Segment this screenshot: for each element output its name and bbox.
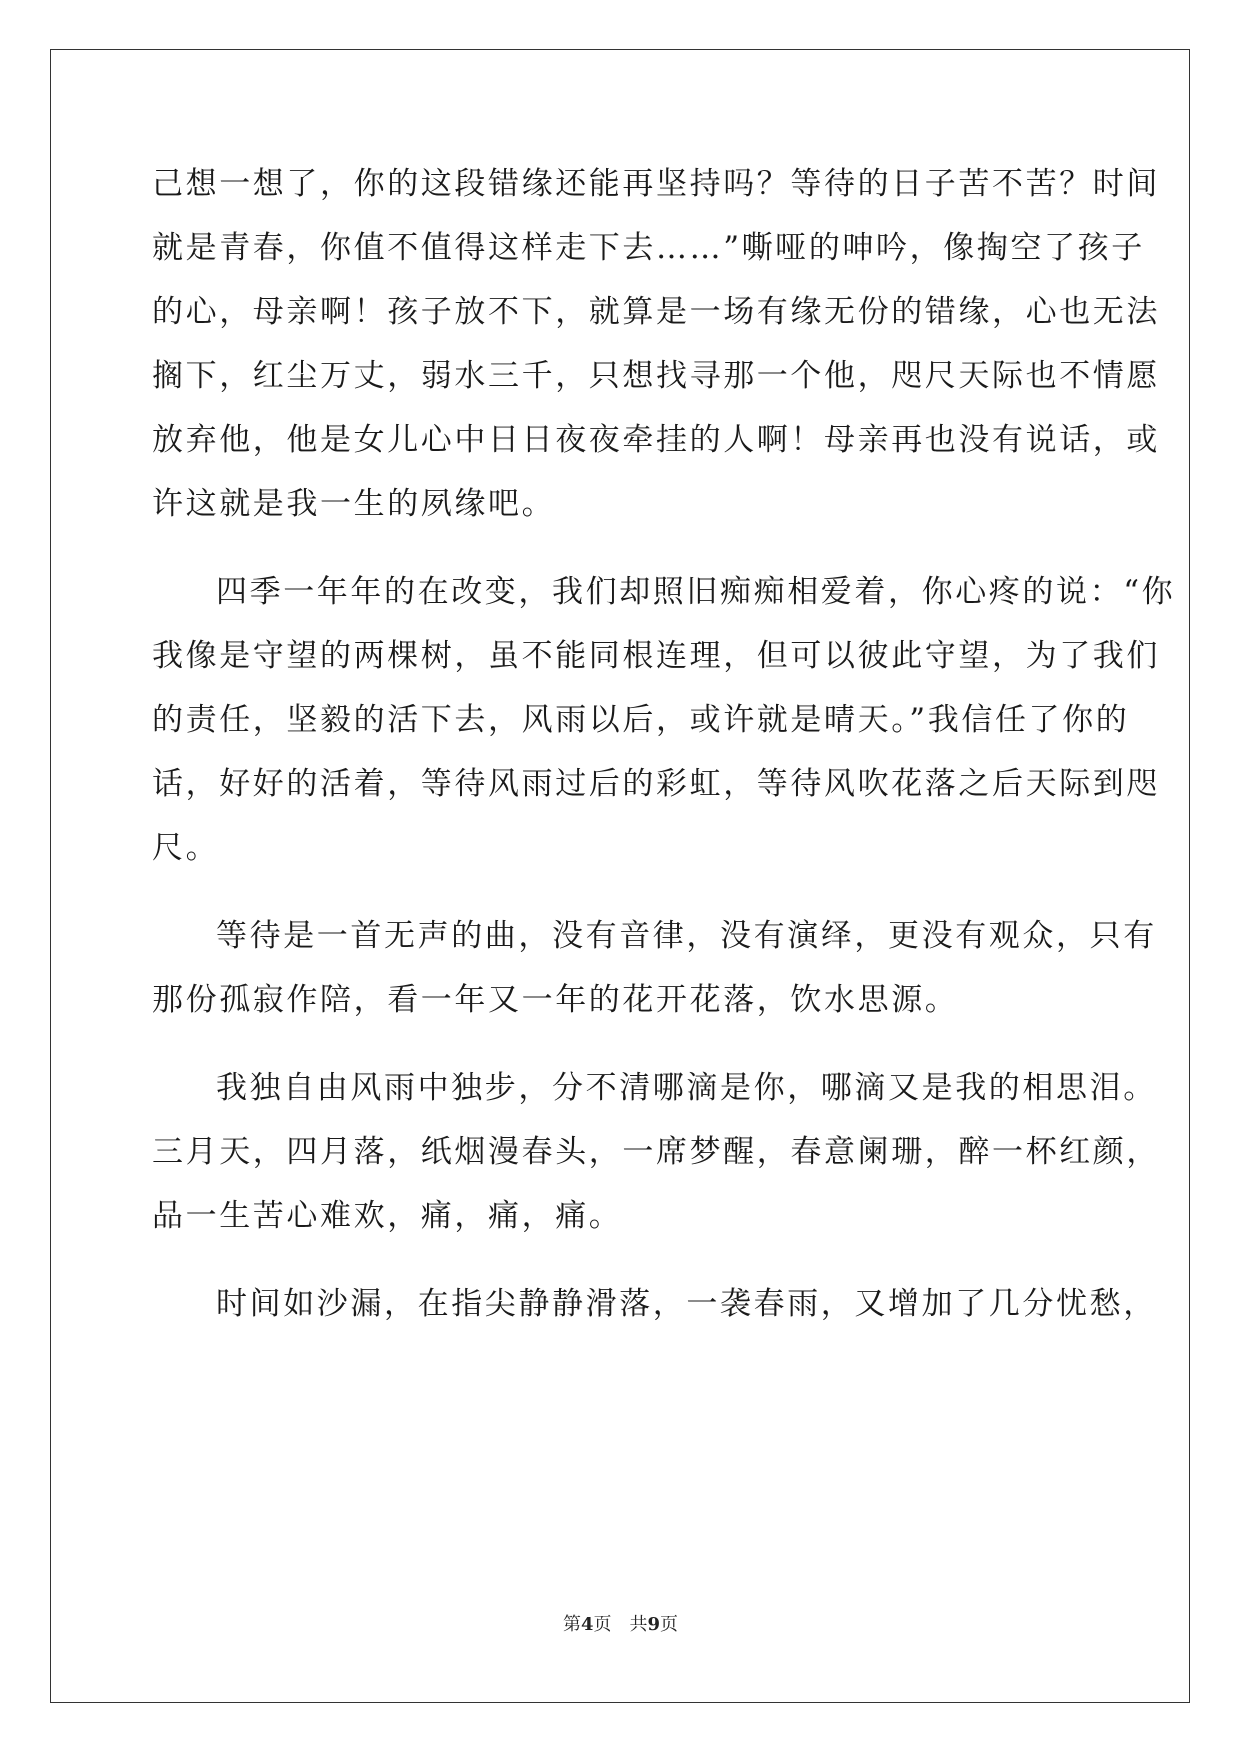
page-total: 9: [647, 1614, 661, 1635]
text-line: 己想一想了，你的这段错缘还能再坚持吗？等待的日子苦不苦？时间: [152, 166, 1160, 202]
text-line: 话，好好的活着，等待风雨过后的彩虹，等待风吹花落之后天际到咫: [152, 766, 1160, 802]
paragraph: [152, 1056, 1160, 1248]
document-body: [152, 152, 1176, 1336]
paragraph: [152, 904, 1157, 1032]
text-line: 四季一年年的在改变，我们却照旧痴痴相爱着，你心疼的说：“你: [216, 574, 1176, 610]
text-line: 的心，母亲啊！孩子放不下，就算是一场有缘无份的错缘，心也无法: [152, 294, 1160, 330]
text-line: 那份孤寂作陪，看一年又一年的花开花落，饮水思源。: [152, 982, 959, 1018]
paragraph: [152, 1272, 1157, 1336]
text-line: 等待是一首无声的曲，没有音律，没有演绎，更没有观众，只有: [216, 918, 1157, 954]
text-line: 的责任，坚毅的活下去，风雨以后，或许就是晴天。”我信任了你的: [152, 702, 1130, 738]
text-line: 尺。: [152, 830, 220, 866]
text-line: 时间如沙漏，在指尖静静滑落，一袭春雨，又增加了几分忧愁，: [216, 1286, 1157, 1322]
text-line: 许这就是我一生的夙缘吧。: [152, 486, 556, 522]
page-suffix: 页: [593, 1614, 612, 1635]
text-line: 放弃他，他是女儿心中日日夜夜牵挂的人啊！母亲再也没有说话，或: [152, 422, 1160, 458]
text-line: 我像是守望的两棵树，虽不能同根连理，但可以彼此守望，为了我们: [152, 638, 1160, 674]
page-prefix: 第: [562, 1614, 581, 1635]
page-footer: [0, 1610, 1241, 1636]
page-current: 4: [580, 1614, 594, 1635]
paragraph: [152, 152, 1160, 536]
text-line: 品一生苦心难欢，痛，痛，痛。: [152, 1198, 623, 1234]
total-suffix: 页: [660, 1614, 679, 1635]
text-line: 三月天，四月落，纸烟漫春头，一席梦醒，春意阑珊，醉一杯红颜，: [152, 1134, 1160, 1170]
text-line: 我独自由风雨中独步，分不清哪滴是你，哪滴又是我的相思泪。: [216, 1070, 1157, 1106]
paragraph: [152, 560, 1176, 880]
text-line: 搁下，红尘万丈，弱水三千，只想找寻那一个他，咫尺天际也不情愿: [152, 358, 1160, 394]
total-prefix: 共: [629, 1614, 648, 1635]
text-line: 就是青春，你值不值得这样走下去……”嘶哑的呻吟，像掏空了孩子: [152, 230, 1145, 266]
